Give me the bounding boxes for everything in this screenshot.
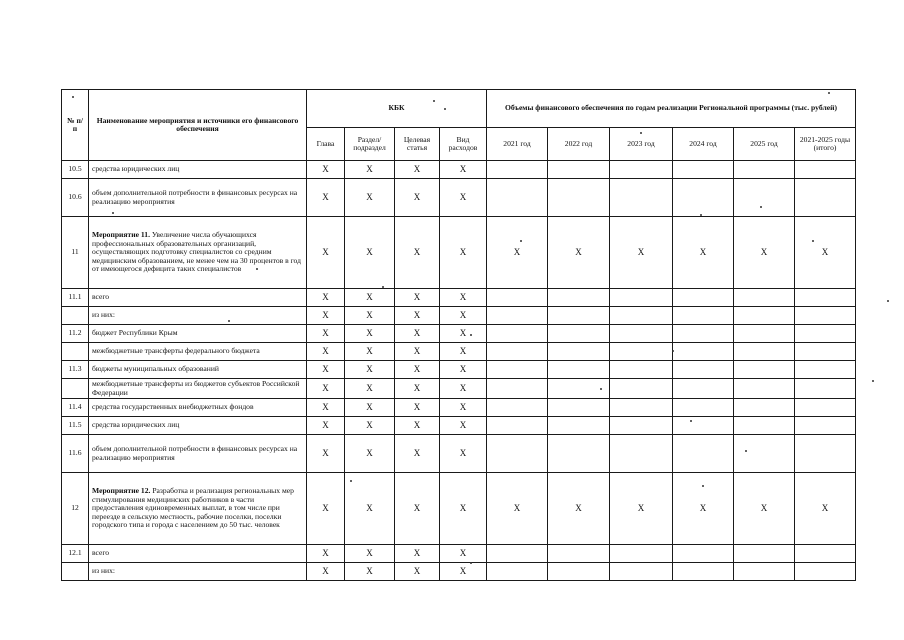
table-row	[62, 563, 856, 581]
funding-cell	[795, 417, 856, 435]
kbk-cell: X	[345, 473, 395, 545]
kbk-cell: X	[395, 325, 440, 343]
funding-cell	[734, 399, 795, 417]
table-row	[62, 307, 856, 325]
row-label	[89, 435, 307, 473]
table-row	[62, 325, 856, 343]
funding-cell	[795, 361, 856, 379]
kbk-cell: X	[307, 217, 345, 289]
funding-cell: X	[673, 473, 734, 545]
funding-cell	[548, 361, 610, 379]
funding-cell	[487, 325, 548, 343]
row-label	[89, 379, 307, 399]
kbk-cell: X	[345, 343, 395, 361]
scan-speck	[444, 108, 446, 110]
funding-cell	[795, 563, 856, 581]
funding-cell	[734, 343, 795, 361]
row-label-text: Разработка и реализация региональных мер стимулирования медицинских работников в части предоставления единовременных выплат, в том числе при переезде в сельскую местность, рабочие поселки, поселки городского типа и города с населением до 50 тыс. человек	[92, 486, 294, 530]
funding-cell	[610, 399, 673, 417]
scan-speck	[828, 92, 830, 94]
funding-cell	[610, 343, 673, 361]
col-header-name: Наименование мероприятия и источники его финансового обеспечения	[89, 90, 307, 161]
scan-speck	[72, 96, 74, 98]
kbk-cell: X	[440, 563, 487, 581]
kbk-cell: X	[345, 179, 395, 217]
row-number: 12	[62, 473, 89, 545]
funding-cell	[548, 179, 610, 217]
funding-cell	[487, 545, 548, 563]
funding-cell	[673, 343, 734, 361]
row-label	[89, 289, 307, 307]
row-number: 10.6	[62, 179, 89, 217]
row-label-text: объем дополнительной потребности в финансовых ресурсах на реализацию мероприятия	[92, 188, 298, 206]
row-label	[89, 179, 307, 217]
kbk-cell: X	[345, 289, 395, 307]
col-header-razdel: Раздел/ подраздел	[345, 128, 395, 161]
row-label	[89, 307, 307, 325]
kbk-cell: X	[307, 179, 345, 217]
kbk-cell: X	[307, 289, 345, 307]
table-row	[62, 399, 856, 417]
kbk-cell: X	[440, 435, 487, 473]
funding-cell	[734, 289, 795, 307]
row-number: 11	[62, 217, 89, 289]
funding-cell	[673, 545, 734, 563]
kbk-cell: X	[345, 399, 395, 417]
table-body	[62, 161, 856, 581]
funding-cell	[673, 179, 734, 217]
kbk-cell: X	[307, 399, 345, 417]
funding-cell	[610, 545, 673, 563]
kbk-cell: X	[345, 161, 395, 179]
row-number: 11.2	[62, 325, 89, 343]
kbk-cell: X	[307, 361, 345, 379]
funding-cell	[487, 307, 548, 325]
kbk-cell: X	[440, 361, 487, 379]
funding-cell	[487, 399, 548, 417]
row-label-text: из них:	[92, 566, 115, 576]
funding-cell	[610, 417, 673, 435]
funding-cell	[734, 379, 795, 399]
col-header-vid: Вид расходов	[440, 128, 487, 161]
scan-speck	[872, 380, 874, 382]
kbk-cell: X	[345, 361, 395, 379]
kbk-cell: X	[307, 417, 345, 435]
col-header-2023: 2023 год	[610, 128, 673, 161]
kbk-cell: X	[440, 161, 487, 179]
funding-cell	[795, 325, 856, 343]
funding-cell	[487, 161, 548, 179]
row-number: 11.3	[62, 361, 89, 379]
table-row	[62, 545, 856, 563]
funding-cell	[673, 399, 734, 417]
kbk-cell: X	[395, 289, 440, 307]
kbk-cell: X	[395, 435, 440, 473]
row-label-text: бюджеты муниципальных образований	[92, 364, 219, 374]
kbk-cell: X	[307, 161, 345, 179]
funding-table	[61, 89, 856, 581]
row-label	[89, 545, 307, 563]
row-number	[62, 343, 89, 361]
funding-cell	[734, 361, 795, 379]
table-row	[62, 161, 856, 179]
row-label-text: всего	[92, 548, 110, 558]
funding-cell	[795, 179, 856, 217]
scan-speck	[112, 212, 114, 214]
col-header-2025: 2025 год	[734, 128, 795, 161]
measure-title: Мероприятие 11.	[92, 230, 150, 240]
scan-speck	[470, 334, 472, 336]
kbk-cell: X	[440, 399, 487, 417]
kbk-cell: X	[440, 307, 487, 325]
row-label	[89, 563, 307, 581]
scan-speck	[350, 480, 352, 482]
funding-cell	[487, 379, 548, 399]
funding-cell	[795, 545, 856, 563]
funding-cell: X	[610, 217, 673, 289]
funding-cell	[673, 161, 734, 179]
table-row	[62, 217, 856, 289]
col-header-celevaya: Целевая статья	[395, 128, 440, 161]
scan-speck	[760, 206, 762, 208]
funding-cell	[548, 563, 610, 581]
col-header-2021: 2021 год	[487, 128, 548, 161]
col-header-total: 2021-2025 годы (итого)	[795, 128, 856, 161]
funding-cell	[487, 361, 548, 379]
kbk-cell: X	[395, 343, 440, 361]
funding-cell	[795, 289, 856, 307]
funding-cell	[610, 307, 673, 325]
scan-speck	[690, 420, 692, 422]
funding-cell	[548, 307, 610, 325]
funding-cell	[734, 563, 795, 581]
kbk-cell: X	[395, 161, 440, 179]
col-header-2024: 2024 год	[673, 128, 734, 161]
scan-speck	[228, 320, 230, 322]
scan-speck	[672, 350, 674, 352]
scan-speck	[520, 240, 522, 242]
funding-cell	[610, 179, 673, 217]
row-label	[89, 417, 307, 435]
kbk-cell: X	[307, 343, 345, 361]
kbk-cell: X	[307, 545, 345, 563]
funding-cell: X	[548, 217, 610, 289]
row-number	[62, 563, 89, 581]
funding-cell	[795, 435, 856, 473]
kbk-cell: X	[345, 435, 395, 473]
row-number: 11.1	[62, 289, 89, 307]
scan-speck	[640, 132, 642, 134]
kbk-cell: X	[345, 563, 395, 581]
kbk-cell: X	[345, 217, 395, 289]
funding-cell	[548, 289, 610, 307]
scan-speck	[745, 450, 747, 452]
scan-speck	[470, 562, 472, 564]
kbk-cell: X	[395, 379, 440, 399]
row-label	[89, 325, 307, 343]
table-row	[62, 417, 856, 435]
funding-cell	[548, 435, 610, 473]
funding-cell	[673, 563, 734, 581]
kbk-cell: X	[395, 217, 440, 289]
funding-cell	[795, 161, 856, 179]
kbk-cell: X	[345, 307, 395, 325]
funding-cell	[487, 417, 548, 435]
funding-cell	[734, 325, 795, 343]
row-label	[89, 161, 307, 179]
row-label	[89, 399, 307, 417]
funding-cell	[487, 435, 548, 473]
kbk-cell: X	[307, 435, 345, 473]
funding-cell	[610, 289, 673, 307]
kbk-cell: X	[395, 307, 440, 325]
row-label-text: бюджет Республики Крым	[92, 328, 178, 338]
scan-speck	[382, 286, 384, 288]
col-header-2022: 2022 год	[548, 128, 610, 161]
row-label	[89, 473, 307, 545]
row-label-text: средства юридических лиц	[92, 420, 180, 430]
row-label	[89, 217, 307, 289]
row-label-text: средства юридических лиц	[92, 164, 180, 174]
row-label-text: средства государственных внебюджетных фондов	[92, 402, 254, 412]
row-label-text: Увеличение числа обучающихся профессиональных образовательных организаций, осуществляющих подготовку специалистов со средним медицинским образованием, не менее чем на 30 процентов в год от имеющегося дефицита таких специалистов	[92, 230, 301, 274]
funding-cell	[610, 361, 673, 379]
funding-cell: X	[734, 473, 795, 545]
funding-cell	[610, 161, 673, 179]
funding-cell: X	[673, 217, 734, 289]
kbk-cell: X	[307, 473, 345, 545]
kbk-cell: X	[440, 417, 487, 435]
funding-cell	[795, 399, 856, 417]
funding-cell	[548, 325, 610, 343]
row-label-text: объем дополнительной потребности в финансовых ресурсах на реализацию мероприятия	[92, 444, 298, 462]
funding-cell	[734, 161, 795, 179]
row-number	[62, 379, 89, 399]
kbk-cell: X	[440, 545, 487, 563]
row-label-text: всего	[92, 292, 110, 302]
row-number: 10.5	[62, 161, 89, 179]
kbk-cell: X	[395, 179, 440, 217]
kbk-cell: X	[345, 325, 395, 343]
funding-cell	[548, 161, 610, 179]
funding-cell	[487, 343, 548, 361]
funding-cell	[673, 361, 734, 379]
table-row	[62, 361, 856, 379]
col-header-funding: Объемы финансового обеспечения по годам реализации Региональной программы (тыс. рублей)	[487, 90, 856, 128]
funding-cell	[673, 379, 734, 399]
row-number	[62, 307, 89, 325]
row-label-text: межбюджетные трансферты из бюджетов субъектов Российской Федерации	[92, 379, 300, 397]
kbk-cell: X	[395, 563, 440, 581]
kbk-cell: X	[440, 473, 487, 545]
col-header-num: № п/п	[62, 90, 89, 161]
funding-cell: X	[487, 217, 548, 289]
kbk-cell: X	[440, 289, 487, 307]
scan-speck	[433, 100, 435, 102]
funding-cell	[610, 435, 673, 473]
funding-cell: X	[548, 473, 610, 545]
row-label-text: межбюджетные трансферты федерального бюджета	[92, 346, 260, 356]
funding-cell: X	[487, 473, 548, 545]
kbk-cell: X	[395, 361, 440, 379]
table-row	[62, 435, 856, 473]
funding-cell	[487, 289, 548, 307]
row-label	[89, 361, 307, 379]
funding-cell	[734, 417, 795, 435]
table-row	[62, 343, 856, 361]
row-number: 11.4	[62, 399, 89, 417]
funding-cell	[548, 545, 610, 563]
table-row	[62, 473, 856, 545]
funding-cell: X	[610, 473, 673, 545]
funding-cell	[734, 435, 795, 473]
funding-cell	[548, 399, 610, 417]
funding-cell: X	[795, 217, 856, 289]
kbk-cell: X	[440, 179, 487, 217]
scan-speck	[812, 240, 814, 242]
row-number: 12.1	[62, 545, 89, 563]
funding-cell	[548, 417, 610, 435]
scan-speck	[256, 268, 258, 270]
kbk-cell: X	[307, 325, 345, 343]
funding-cell: X	[734, 217, 795, 289]
funding-cell	[795, 343, 856, 361]
kbk-cell: X	[440, 343, 487, 361]
row-label-text: из них:	[92, 310, 115, 320]
kbk-cell: X	[307, 563, 345, 581]
kbk-cell: X	[395, 417, 440, 435]
funding-cell	[795, 379, 856, 399]
kbk-cell: X	[395, 399, 440, 417]
kbk-cell: X	[395, 473, 440, 545]
funding-cell	[610, 563, 673, 581]
funding-cell	[673, 325, 734, 343]
kbk-cell: X	[395, 545, 440, 563]
table-row	[62, 179, 856, 217]
scan-speck	[600, 388, 602, 390]
scan-speck	[887, 300, 889, 302]
funding-cell	[673, 307, 734, 325]
measure-title: Мероприятие 12.	[92, 486, 151, 496]
kbk-cell: X	[345, 545, 395, 563]
col-header-glava: Глава	[307, 128, 345, 161]
funding-cell	[673, 289, 734, 307]
row-number: 11.6	[62, 435, 89, 473]
kbk-cell: X	[440, 325, 487, 343]
row-label	[89, 343, 307, 361]
funding-cell	[734, 307, 795, 325]
kbk-cell: X	[307, 307, 345, 325]
kbk-cell: X	[440, 217, 487, 289]
funding-cell	[734, 179, 795, 217]
scan-speck	[702, 485, 704, 487]
funding-cell	[548, 343, 610, 361]
funding-cell	[795, 307, 856, 325]
funding-cell	[673, 435, 734, 473]
funding-cell	[734, 545, 795, 563]
col-header-kbk: КБК	[307, 90, 487, 128]
funding-cell	[487, 563, 548, 581]
row-number: 11.5	[62, 417, 89, 435]
funding-cell	[673, 417, 734, 435]
funding-cell	[487, 179, 548, 217]
funding-cell: X	[795, 473, 856, 545]
funding-cell	[610, 379, 673, 399]
kbk-cell: X	[345, 379, 395, 399]
kbk-cell: X	[307, 379, 345, 399]
scan-speck	[700, 214, 702, 216]
table-row	[62, 379, 856, 399]
kbk-cell: X	[440, 379, 487, 399]
table-row	[62, 289, 856, 307]
kbk-cell: X	[345, 417, 395, 435]
funding-cell	[610, 325, 673, 343]
